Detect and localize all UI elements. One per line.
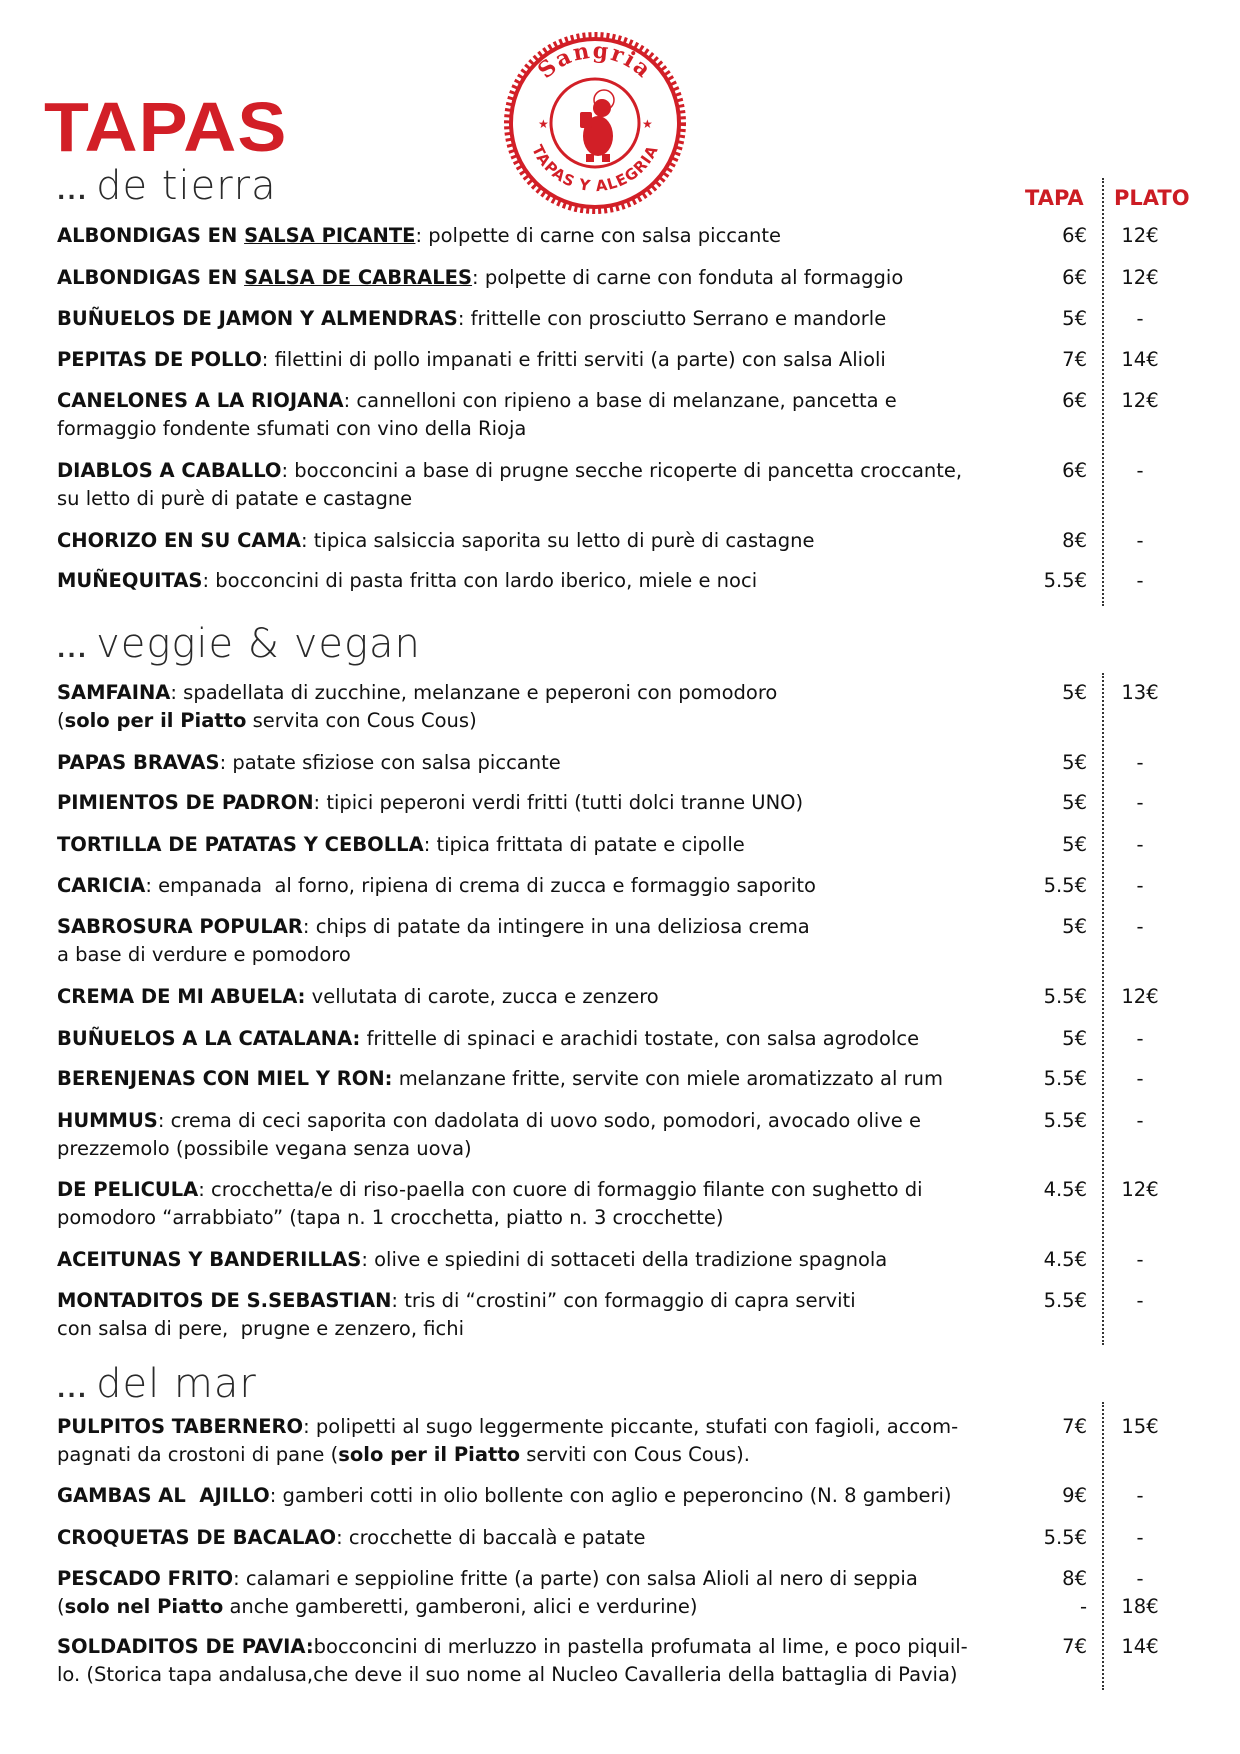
menu-item: BUÑUELOS A LA CATALANA: frittelle di spinaci e arachidi tostate, con salsa agrodolce 5€ - bbox=[57, 1025, 1237, 1085]
tapa-price: 8€ bbox=[1062, 529, 1087, 552]
tapa-price: 5.5€ bbox=[1043, 1067, 1087, 1090]
plato-price: - bbox=[1136, 307, 1144, 330]
column-header-tapa: TAPA bbox=[1025, 186, 1084, 210]
tapa-price: - bbox=[1079, 1595, 1087, 1618]
plato-price: 12€ bbox=[1121, 389, 1159, 412]
logo-tagline: TAPAS Y ALEGRIA bbox=[528, 141, 662, 196]
menu-item: MONTADITOS DE S.SEBASTIAN: tris di “crostini” con formaggio di capra serviti con salsa di pere, prugne e zenzero, fichi 5.5€ - bbox=[57, 1287, 1237, 1347]
plato-price: 14€ bbox=[1121, 348, 1159, 371]
tapa-price: 7€ bbox=[1062, 1415, 1087, 1438]
plato-price: 12€ bbox=[1121, 985, 1159, 1008]
menu-item: ALBONDIGAS EN SALSA PICANTE: polpette di carne con salsa piccante 6€ 12€ bbox=[57, 222, 1237, 282]
menu-item: PAPAS BRAVAS: patate sfiziose con salsa piccante 5€ - bbox=[57, 749, 1237, 809]
tapa-price: 5.5€ bbox=[1043, 569, 1087, 592]
tapa-price: 6€ bbox=[1062, 266, 1087, 289]
svg-text:★: ★ bbox=[538, 117, 549, 131]
plato-price: - bbox=[1136, 1248, 1144, 1271]
plato-price: - bbox=[1136, 751, 1144, 774]
tapa-price: 7€ bbox=[1062, 348, 1087, 371]
plato-price: - bbox=[1136, 1109, 1144, 1132]
column-header-plato: PLATO bbox=[1114, 186, 1190, 210]
plato-price: - bbox=[1136, 1027, 1144, 1050]
menu-item: BERENJENAS CON MIEL Y RON: melanzane fritte, servite con miele aromatizzato al rum 5.5€ - bbox=[57, 1065, 1237, 1125]
section-heading-tierra: ... de tierra bbox=[57, 163, 277, 209]
plato-price: 12€ bbox=[1121, 266, 1159, 289]
plato-price: - bbox=[1136, 791, 1144, 814]
tapa-price: 7€ bbox=[1062, 1635, 1087, 1658]
logo-seal-icon bbox=[502, 30, 688, 216]
menu-item: SABROSURA POPULAR: chips di patate da intingere in una deliziosa crema a base di verdure e pomodoro 5€ - bbox=[57, 913, 1237, 973]
plato-price: - bbox=[1136, 1567, 1144, 1590]
plato-price: - bbox=[1136, 1526, 1144, 1549]
plato-price: - bbox=[1136, 1484, 1144, 1507]
tapa-price: 8€ bbox=[1062, 1567, 1087, 1590]
plato-price: 14€ bbox=[1121, 1635, 1159, 1658]
menu-item: CHORIZO EN SU CAMA: tipica salsiccia saporita su letto di purè di castagne 8€ - bbox=[57, 527, 1237, 587]
menu-item: MUÑEQUITAS: bocconcini di pasta fritta con lardo iberico, miele e noci 5.5€ - bbox=[57, 567, 1237, 627]
tapa-price: 5€ bbox=[1062, 833, 1087, 856]
plato-price: - bbox=[1136, 874, 1144, 897]
plato-price: 18€ bbox=[1121, 1595, 1159, 1618]
tapa-price: 5€ bbox=[1062, 307, 1087, 330]
sangria-logo bbox=[502, 30, 688, 216]
tapa-price: 5€ bbox=[1062, 681, 1087, 704]
logo-brand: Sangria bbox=[532, 37, 658, 85]
menu-item: PULPITOS TABERNERO: polipetti al sugo leggermente piccante, stufati con fagioli, accom- pagnati da crostoni di pane (solo per il Piatto serviti con Cous Cous). 7€ 15€ bbox=[57, 1413, 1237, 1473]
menu-item: SOLDADITOS DE PAVIA:bocconcini di merluzzo in pastella profumata al lime, e poco piquil- lo. (Storica tapa andalusa,che deve il suo nome al Nucleo Cavalleria della battaglia di Pavia) 7€ 14€ bbox=[57, 1633, 1237, 1693]
tapa-price: 5€ bbox=[1062, 915, 1087, 938]
menu-item: DE PELICULA: crocchetta/e di riso-paella con cuore di formaggio filante con sughetto di pomodoro “arrabbiato” (tapa n. 1 crocchetta, piatto n. 3 crocchette) 4.5€ 12€ bbox=[57, 1176, 1237, 1236]
plato-price: - bbox=[1136, 915, 1144, 938]
tapa-price: 5€ bbox=[1062, 1027, 1087, 1050]
tapa-price: 5.5€ bbox=[1043, 1109, 1087, 1132]
tapa-price: 6€ bbox=[1062, 459, 1087, 482]
plato-price: - bbox=[1136, 833, 1144, 856]
section-heading-veggie: ... veggie & vegan bbox=[57, 621, 421, 667]
menu-item: BUÑUELOS DE JAMON Y ALMENDRAS: frittelle con prosciutto Serrano e mandorle 5€ - bbox=[57, 305, 1237, 365]
tapa-price: 5€ bbox=[1062, 751, 1087, 774]
menu-item: SAMFAINA: spadellata di zucchine, melanzane e peperoni con pomodoro (solo per il Piatto servita con Cous Cous) 5€ 13€ bbox=[57, 679, 1237, 739]
menu-item: HUMMUS: crema di ceci saporita con dadolata di uovo sodo, pomodori, avocado olive e prezzemolo (possibile vegana senza uova) 5.5€ - bbox=[57, 1107, 1237, 1167]
tapa-price: 5.5€ bbox=[1043, 1289, 1087, 1312]
menu-item: CARICIA: empanada al forno, ripiena di crema di zucca e formaggio saporito 5.5€ - bbox=[57, 872, 1237, 932]
menu-title: TAPAS bbox=[44, 88, 288, 166]
tapa-price: 4.5€ bbox=[1043, 1248, 1087, 1271]
tapa-price: 4.5€ bbox=[1043, 1178, 1087, 1201]
menu-item: ACEITUNAS Y BANDERILLAS: olive e spiedini di sottaceti della tradizione spagnola 4.5€ - bbox=[57, 1246, 1237, 1306]
tapa-price: 5.5€ bbox=[1043, 1526, 1087, 1549]
menu-item: GAMBAS AL AJILLO: gamberi cotti in olio bollente con aglio e peperoncino (N. 8 gamberi) 9€ - bbox=[57, 1482, 1237, 1542]
plato-price: - bbox=[1136, 459, 1144, 482]
plato-price: 12€ bbox=[1121, 224, 1159, 247]
menu-item: CANELONES A LA RIOJANA: cannelloni con ripieno a base di melanzane, pancetta e formaggio fondente sfumati con vino della Rioja 6€ 12€ bbox=[57, 387, 1237, 447]
menu-item: DIABLOS A CABALLO: bocconcini a base di prugne secche ricoperte di pancetta croccante, su letto di purè di patate e castagne 6€ - bbox=[57, 457, 1237, 517]
tapa-price: 5.5€ bbox=[1043, 985, 1087, 1008]
section-heading-mar: ... del mar bbox=[57, 1361, 257, 1407]
menu-item: PIMIENTOS DE PADRON: tipici peperoni verdi fritti (tutti dolci tranne UNO) 5€ - bbox=[57, 789, 1237, 849]
menu-item: PEPITAS DE POLLO: filettini di pollo impanati e fritti serviti (a parte) con salsa Alioli 7€ 14€ bbox=[57, 346, 1237, 406]
svg-text:★: ★ bbox=[642, 117, 653, 131]
tapa-price: 5€ bbox=[1062, 791, 1087, 814]
plato-price: 12€ bbox=[1121, 1178, 1159, 1201]
tapa-price: 5.5€ bbox=[1043, 874, 1087, 897]
plato-price: - bbox=[1136, 1289, 1144, 1312]
plato-price: - bbox=[1136, 1067, 1144, 1090]
plato-price: 13€ bbox=[1121, 681, 1159, 704]
plato-price: - bbox=[1136, 569, 1144, 592]
plato-price: 15€ bbox=[1121, 1415, 1159, 1438]
menu-item: CREMA DE MI ABUELA: vellutata di carote, zucca e zenzero 5.5€ 12€ bbox=[57, 983, 1237, 1043]
menu-item: TORTILLA DE PATATAS Y CEBOLLA: tipica frittata di patate e cipolle 5€ - bbox=[57, 831, 1237, 891]
menu-item: CROQUETAS DE BACALAO: crocchette di baccalà e patate 5.5€ - bbox=[57, 1524, 1237, 1584]
tapa-price: 6€ bbox=[1062, 389, 1087, 412]
tapa-price: 6€ bbox=[1062, 224, 1087, 247]
menu-item: ALBONDIGAS EN SALSA DE CABRALES: polpette di carne con fonduta al formaggio 6€ 12€ bbox=[57, 264, 1237, 324]
menu-item: PESCADO FRITO: calamari e seppioline fritte (a parte) con salsa Alioli al nero di seppia (solo nel Piatto anche gamberetti, gamberoni, alici e verdurine) 8€ - - 18€ bbox=[57, 1565, 1237, 1625]
plato-price: - bbox=[1136, 529, 1144, 552]
tapa-price: 9€ bbox=[1062, 1484, 1087, 1507]
